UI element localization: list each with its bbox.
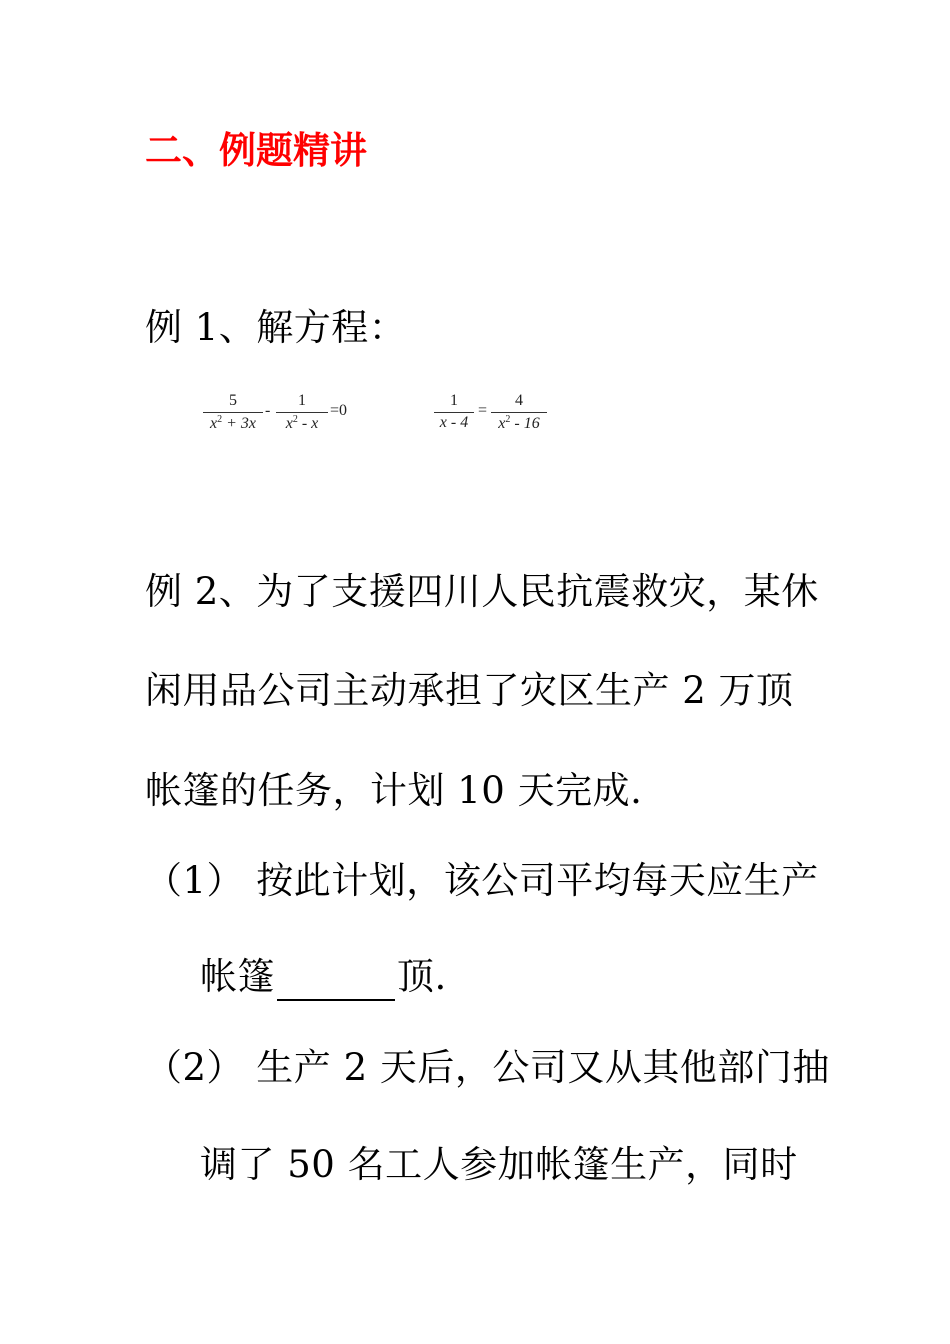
- eq-a-fraction-1: [203, 392, 263, 433]
- eq-a-frac2-den-x: x: [285, 415, 293, 432]
- question2-line-2: 调了 50 名工人参加帐篷生产，同时: [200, 1143, 798, 1186]
- eq-a-frac2-numerator: 1: [298, 392, 306, 409]
- eq-a-rhs: =0: [330, 402, 348, 419]
- eq-a-frac1-numerator: 5: [229, 392, 237, 409]
- question1-line-1: （1） 按此计划，该公司平均每天应生产: [145, 859, 819, 902]
- eq-a-fraction-2: [276, 392, 328, 433]
- eq-b-frac1-denominator: x - 4: [434, 412, 474, 432]
- eq-b-frac2-den-x: x: [498, 415, 506, 432]
- eq-b-frac2-denominator: [491, 412, 547, 433]
- question1-text-after-blank: 顶.: [397, 955, 447, 998]
- eq-a-frac1-denominator: [203, 412, 263, 433]
- eq-a-frac1-den-rest: + 3x: [226, 415, 256, 432]
- eq-a-frac1-sup: 2: [217, 414, 223, 425]
- eq-a-minus: -: [265, 402, 271, 419]
- eq-a-frac2-denominator: [276, 412, 328, 433]
- eq-a-frac2-sup: 2: [292, 414, 298, 425]
- eq-a-frac1-den-x: x: [209, 415, 218, 432]
- eq-b-fraction-2: [491, 392, 547, 433]
- eq-b-frac1-numerator: 1: [450, 392, 458, 409]
- eq-b-equals: =: [478, 402, 488, 419]
- question2-line-1: （2） 生产 2 天后，公司又从其他部门抽: [145, 1046, 830, 1089]
- eq-a-frac2-den-rest: - x: [301, 415, 319, 432]
- answer-blank: [277, 963, 395, 1001]
- example1-title: 例 1、解方程：: [145, 306, 407, 349]
- example2-line-3: 帐篷的任务，计划 10 天完成.: [145, 769, 643, 812]
- example2-line-2: 闲用品公司主动承担了灾区生产 2 万顶: [145, 669, 794, 712]
- eq-b-frac2-den-rest: - 16: [514, 415, 540, 432]
- question1-text-before-blank: 帐篷: [200, 955, 275, 998]
- eq-b-fraction-1: [434, 392, 474, 432]
- eq-b-frac2-sup: 2: [505, 414, 511, 425]
- eq-b-frac2-numerator: 4: [515, 392, 523, 409]
- question1-line-2: [200, 953, 447, 1001]
- example2-line-1: 例 2、为了支援四川人民抗震救灾，某休: [145, 570, 819, 613]
- section-heading: 二、例题精讲: [145, 128, 367, 172]
